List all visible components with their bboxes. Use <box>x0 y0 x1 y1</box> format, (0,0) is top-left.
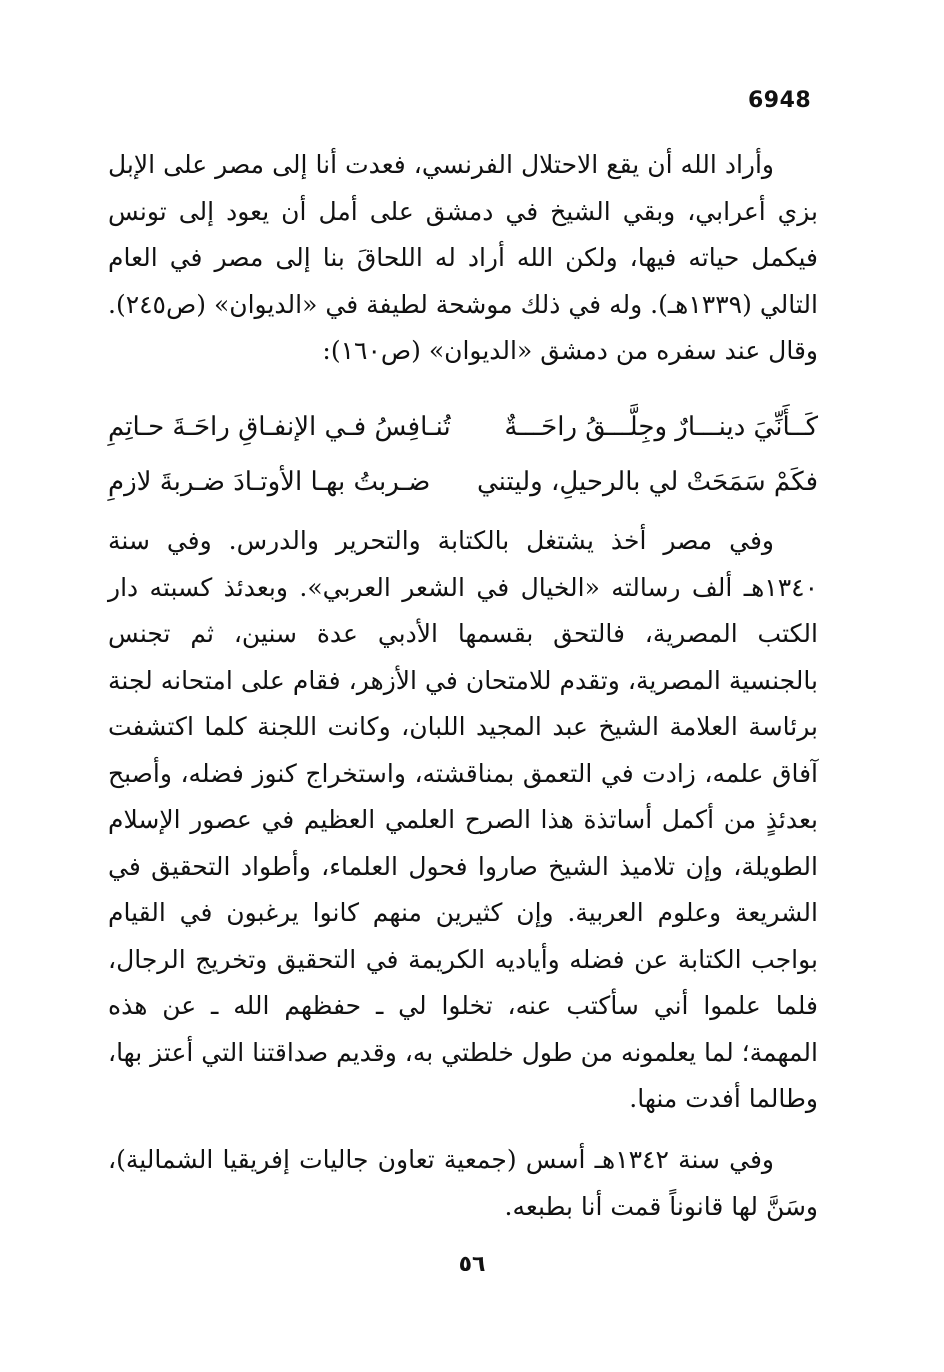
verse-1-first-hemistich: كَــأَنِّيَ دينـــارٌ وجِلَّـــقُ راحَـــةٌ <box>504 412 818 442</box>
verse-1 <box>108 400 818 455</box>
paragraph-2-text: وفي مصر أخذ يشتغل بالكتابة والتحرير والدرس. وفي سنة ١٣٤٠هـ ألف رسالته «الخيال في الشعر العربي». وبعدئذ كسبته دار الكتب المصرية، فالتحق بقسمها الأدبي عدة سنين، ثم تجنس بالجنسية المصرية، وتقدم للامتحان في الأزهر، فقام على امتحانه لجنة برئاسة العلامة الشيخ عبد المجيد اللبان، وكانت اللجنة كلما اكتشفت آفاق علمه، زادت في التعمق بمناقشته، واستخراج كنوز فضله، وأصبح بعدئذٍ من أكمل أساتذة هذا الصرح العلمي العظيم في عصور الإسلام الطويلة، وإن تلاميذ الشيخ صاروا فحول العلماء، وأطواد التحقيق في الشريعة وعلوم العربية. وإن كثيرين منهم كانوا يرغبون في القيام بواجب الكتابة عن فضله وأياديه الكريمة في التحقيق وتخريج الرجال، فلما علموا أني سأكتب عنه، تخلوا لي ـ حفظهم الله ـ عن هذه المهمة؛ لما يعلمونه من طول خلطتي به، وقديم صداقتنا التي أعتز بها، وطالما أفدت منها. <box>108 526 818 1113</box>
paragraph-3-text: وفي سنة ١٣٤٢هـ أسس (جمعية تعاون جاليات إفريقيا الشمالية)، وسَنَّ لها قانوناً قمت أنا بطبعه. <box>108 1145 818 1221</box>
paragraph-1-text: وأراد الله أن يقع الاحتلال الفرنسي، فعدت أنا إلى مصر على الإبل بزي أعرابي، وبقي الشيخ في دمشق على أمل أن يعود إلى تونس فيكمل حياته فيها، ولكن الله أراد له اللحاقَ بنا إلى مصر في العام التالي (١٣٣٩هـ). وله في ذلك موشحة لطيفة في «الديوان» (ص٢٤٥). وقال عند سفره من دمشق «الديوان» (ص١٦٠): <box>108 150 818 365</box>
page-id-number: 6948 <box>748 88 812 113</box>
paragraph-3 <box>108 1137 818 1230</box>
page-number: ٥٦ <box>458 1252 486 1277</box>
verse-2 <box>108 455 818 510</box>
paragraph-1 <box>108 142 818 375</box>
paragraph-2 <box>108 518 818 1123</box>
poem-verses <box>108 400 818 510</box>
verse-2-second-hemistich: ضـربتُ بهـا الأوتـادَ ضـربةَ لازمِ <box>108 467 431 497</box>
verse-1-second-hemistich: تُنـافِسُ فـي الإنفـاقِ راحَـةَ حـاتِمِ <box>108 412 451 442</box>
verse-2-first-hemistich: فكَمْ سَمَحَتْ لي بالرحيلِ، وليتني <box>477 467 818 497</box>
